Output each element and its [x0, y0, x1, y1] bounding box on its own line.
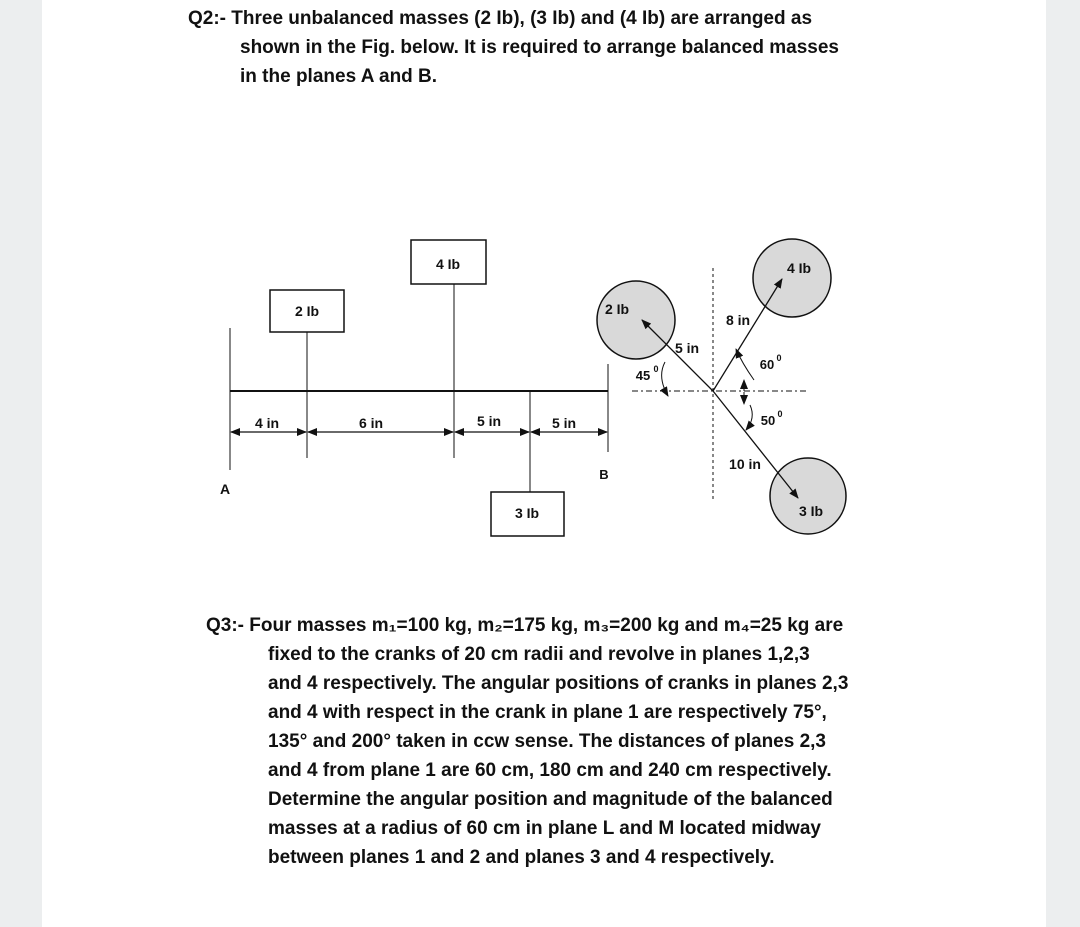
angle-60-arc	[736, 349, 754, 380]
mass-3-label: 3 Ib	[514, 505, 540, 521]
question-3-line-9: between planes 1 and 2 and planes 3 and 4 respectively.	[268, 847, 775, 868]
angle-50-arc	[746, 405, 752, 430]
end-mass-3-circle	[770, 458, 846, 534]
radius-4-label: 8 in	[725, 312, 751, 328]
end-view	[597, 239, 846, 534]
angle-3-value: 50	[760, 413, 776, 428]
question-3-line-6: and 4 from plane 1 are 60 cm, 180 cm and 240 cm respectively.	[268, 760, 832, 781]
angle-4-degree: 0	[776, 353, 782, 363]
question-2-line-2: shown in the Fig. below. It is required to arrange balanced masses	[240, 37, 839, 58]
crank-4-arrow	[713, 279, 782, 391]
question-3-line-1	[206, 611, 906, 640]
crank-3-arrow	[713, 391, 798, 498]
end-mass-4-circle	[753, 239, 831, 317]
radius-3-label: 10 in	[729, 456, 761, 472]
question-3-line-7: Determine the angular position and magnitude of the balanced	[268, 789, 833, 810]
dim-1-label: 4 in	[254, 415, 280, 431]
document-page	[42, 0, 1046, 927]
angle-3-degree: 0	[777, 409, 783, 419]
question-2-number: Q2:-	[188, 8, 226, 29]
question-3-line-4: and 4 with respect in the crank in plane 1 are respectively 75°,	[268, 702, 827, 723]
question-3-line-5: 135° and 200° taken in ccw sense. The distances of planes 2,3	[268, 731, 826, 752]
question-3	[206, 611, 906, 872]
question-3-line-3: and 4 respectively. The angular positions of cranks in planes 2,3	[268, 673, 849, 694]
angle-4-value: 60	[759, 357, 775, 372]
dim-3-label: 5 in	[476, 413, 502, 429]
question-3-line-2: fixed to the cranks of 20 cm radii and revolve in planes 1,2,3	[268, 644, 810, 665]
end-mass-4-label: 4 Ib	[786, 260, 812, 276]
angle-3-label	[761, 409, 783, 428]
question-3-text-1: Four masses m₁=100 kg, m₂=175 kg, m₃=200 kg and m₄=25 kg are	[249, 615, 844, 636]
angle-4-label	[760, 353, 782, 372]
end-mass-3-label: 3 Ib	[798, 503, 824, 519]
dim-2-label: 6 in	[358, 415, 384, 431]
question-2-text-1: Three unbalanced masses (2 Ib), (3 Ib) and (4 Ib) are arranged as	[231, 8, 813, 29]
plane-a-label: A	[219, 481, 231, 497]
end-mass-2-label: 2 Ib	[604, 301, 630, 317]
question-3-line-8: masses at a radius of 60 cm in plane L and M located midway	[268, 818, 821, 839]
angle-2-value: 45	[635, 368, 651, 383]
shaft-figure	[42, 0, 1046, 600]
mass-4-label: 4 Ib	[435, 256, 461, 272]
angle-2-degree: 0	[653, 364, 659, 374]
question-3-number: Q3:-	[206, 615, 244, 636]
mass-2-label: 2 Ib	[294, 303, 320, 319]
radius-2-label: 5 in	[674, 340, 700, 356]
dim-4-label: 5 in	[551, 415, 577, 431]
plane-b-label: B	[599, 467, 609, 482]
end-mass-2-circle	[597, 281, 675, 359]
angle-2-label	[636, 364, 659, 383]
question-2-line-3: in the planes A and B.	[240, 66, 438, 87]
